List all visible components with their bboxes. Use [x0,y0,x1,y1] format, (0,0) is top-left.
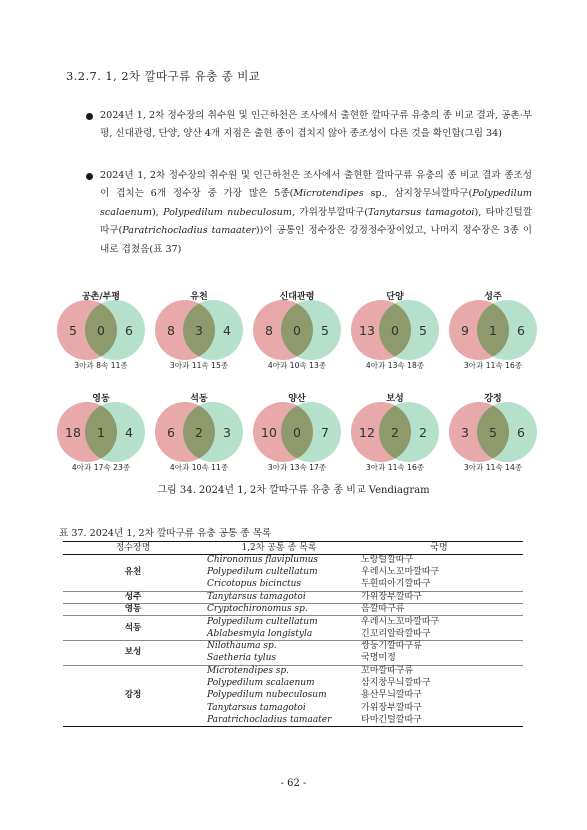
table-row [63,665,523,677]
site-name-cell: 보성 [63,641,203,666]
scientific-name-cell: Polypedilum scalaenum [207,678,315,689]
venn-right-count: 5 [321,323,329,338]
venn-site-label: 공촌/부평 [81,292,121,302]
korean-name-cell: 쌍둥기깔따구류 [361,641,422,652]
venn-diagram [444,390,542,474]
venn-left-count: 10 [261,425,277,440]
venn-overlap-count: 2 [391,425,399,440]
text-run: , 가위장부깔따구( [291,206,368,218]
bullet-text: 2024년 1, 2차 정수장의 취수원 및 인근하천은 조사에서 출현한 깔따구류 유충의 종 비교 결과, 공촌·부평, 신대관령, 단양, 양산 4개 지점은 출현 종이 겹치지 않아 종조성이 다른 것을 확인함(그림 34) [100,110,532,140]
korean-name-cell: 우레시노꼬마깔따구 [361,616,440,627]
scientific-name-cell: Polypedilum nubeculosum [207,690,327,701]
korean-name-cell: 긴꼬리알락깔따구 [355,628,523,640]
venn-left-count: 3 [461,425,469,440]
venn-taxa-caption: 3아과 13속 17종 [267,463,327,472]
bullet-dot-icon [86,173,93,180]
text-run: sp., 삼지창무늬깔따구( [363,188,473,200]
text-run: 2024년 1, 2차 정수장의 취수원 및 인근하천은 조사에서 출현한 깔따구류 유충의 종 비교 결과 종조성이 겹치는 6개 정수장 중 가장 많은 5종( [100,170,532,200]
venn-overlap-count: 3 [195,323,203,338]
section-heading: 3.2.7. 1, 2차 깔따구류 유충 종 비교 [66,69,261,83]
scientific-name-cell: Ablabesmyia longistyla [203,628,355,640]
korean-name-cell: 음깔따구류 [355,604,523,616]
venn-left-count: 5 [69,323,77,338]
common-species-table [63,541,523,727]
venn-right-count: 4 [125,425,133,440]
venn-overlap-count: 0 [97,323,105,338]
scientific-name-cell: Saetheria tylus [203,653,355,665]
venn-taxa-caption: 3아과 11속 16종 [463,361,523,370]
page-number: - 62 - [280,778,307,789]
venn-site-label: 성주 [484,292,502,302]
venn-overlap-count: 1 [489,323,497,338]
venn-diagram [52,288,150,372]
scientific-name-cell: Polypedilum cultellatum [207,616,318,627]
venn-overlap-count: 5 [489,425,497,440]
korean-name-cell: 가위장부깔따구 [355,591,523,603]
table-row [63,616,523,628]
species-name: Microtendipes [293,188,364,200]
venn-diagram [150,390,248,474]
venn-right-count: 5 [419,323,427,338]
table-body [63,555,523,727]
korean-name-cell: 우레시노꼬마깔따구 [361,567,440,578]
site-name-cell: 석동 [63,616,203,641]
site-name-cell: 영동 [63,604,203,616]
text-run: ))이 공통인 정수장은 강정정수장이었고, 나머지 정수장은 3종 이내로 겹쳤음(표 37) [100,225,533,255]
text-run: ), [151,206,164,218]
table-caption: 표 37. 2024년 1, 2차 깔따구류 유충 공통 종 목록 [59,528,272,539]
scientific-name-cell: Chironomus flaviplumus [207,555,319,566]
scientific-name-cell: Tanytarsus tamagotoi [207,702,306,713]
venn-taxa-caption: 3아과 11속 14종 [463,463,523,472]
venn-site-label: 영동 [92,394,110,404]
scientific-name-cell: Tanytarsus tamagotoi [203,591,355,603]
venn-left-count: 13 [359,323,375,338]
venn-taxa-caption: 4아과 10속 13종 [267,361,327,370]
korean-name-cell: 용산무늬깔따구 [361,690,422,701]
venn-overlap-count: 2 [195,425,203,440]
scientific-name-cell: Microtendipes sp. [207,666,290,677]
site-name-cell: 강정 [63,665,203,726]
venn-right-count: 6 [517,425,525,440]
venn-site-label: 양산 [288,394,306,404]
korean-name-cell: 두흰띠아기깔따구 [355,579,523,591]
korean-name-cell: 가위장부깔따구 [361,702,422,713]
korean-name-cell: 노랑털깔따구 [361,555,414,566]
venn-diagram [248,390,346,474]
venn-diagram [346,390,444,474]
scientific-name-cell: Nilothauma sp. [207,641,277,652]
venn-left-count: 12 [359,425,375,440]
venn-right-count: 6 [125,323,133,338]
venn-taxa-caption: 3아과 11속 15종 [169,361,229,370]
korean-name-cell: 꼬마깔따구류 [361,666,414,677]
table-row [63,604,523,616]
venn-taxa-caption: 3아과 8속 11종 [74,361,128,370]
venn-site-label: 유천 [190,292,208,302]
venn-overlap-count: 0 [293,425,301,440]
venn-right-count: 3 [223,425,231,440]
venn-taxa-caption: 3아과 11속 16종 [365,463,425,472]
venn-left-count: 8 [167,323,175,338]
venn-site-label: 단양 [386,292,404,302]
header-species: 1,2차 공통 종 목록 [203,542,355,555]
figure-caption: 그림 34. 2024년 1, 2차 깔따구류 유충 종 비교 Vendiagram [157,485,430,496]
venn-taxa-caption: 4아과 10속 11종 [169,463,229,472]
venn-overlap-count: 0 [293,323,301,338]
species-name: Polypedilum scalaenum [100,188,533,218]
scientific-name-cell: Paratrichocladius tamaater [203,714,355,726]
scientific-name-cell: Cryptochironomus sp. [203,604,355,616]
table-header-row [63,542,523,555]
venn-site-label: 석동 [190,394,208,404]
species-name: Paratrichocladius tamaater [122,225,256,237]
venn-site-label: 보성 [386,394,404,404]
venn-left-count: 6 [167,425,175,440]
venn-left-count: 8 [265,323,273,338]
species-name: Tanytarsus tamagotoi [367,206,475,218]
text-run: ), 타마긴털깔따구( [100,206,532,237]
korean-name-cell: 국명미정 [355,653,523,665]
table-row [63,555,523,567]
venn-taxa-caption: 4아과 17속 23종 [71,463,131,472]
venn-diagram [444,288,542,372]
header-korean-name: 국명 [355,542,523,555]
venn-right-count: 2 [419,425,427,440]
bullet-item [86,167,532,259]
scientific-name-cell: Cricotopus bicinctus [203,579,355,591]
venn-right-count: 6 [517,323,525,338]
bullet-text [100,167,532,259]
bullet-dot-icon [86,113,93,120]
venn-site-label: 강정 [484,394,502,404]
venn-left-count: 18 [65,425,81,440]
korean-name-cell: 타마긴털깔따구 [355,714,523,726]
scientific-name-cell: Polypedilum cultellatum [207,567,318,578]
venn-right-count: 4 [223,323,231,338]
korean-name-cell: 삼지창무늬깔따구 [361,678,431,689]
venn-overlap-count: 1 [97,425,105,440]
table-row [63,641,523,653]
venn-left-count: 9 [461,323,469,338]
venn-taxa-caption: 4아과 13속 18종 [365,361,425,370]
venn-site-label: 신대관령 [279,292,315,302]
venn-diagram [346,288,444,372]
bullet-item [86,107,532,144]
venn-diagram [150,288,248,372]
site-name-cell: 성주 [63,591,203,603]
venn-diagram [52,390,150,474]
site-name-cell: 유천 [63,555,203,592]
venn-diagram [248,288,346,372]
table-row [63,591,523,603]
venn-overlap-count: 0 [391,323,399,338]
venn-right-count: 7 [321,425,329,440]
header-site: 정수장명 [63,542,203,555]
species-name: Polypedilum nubeculosum [163,206,292,218]
venn-diagram-grid [52,288,542,474]
